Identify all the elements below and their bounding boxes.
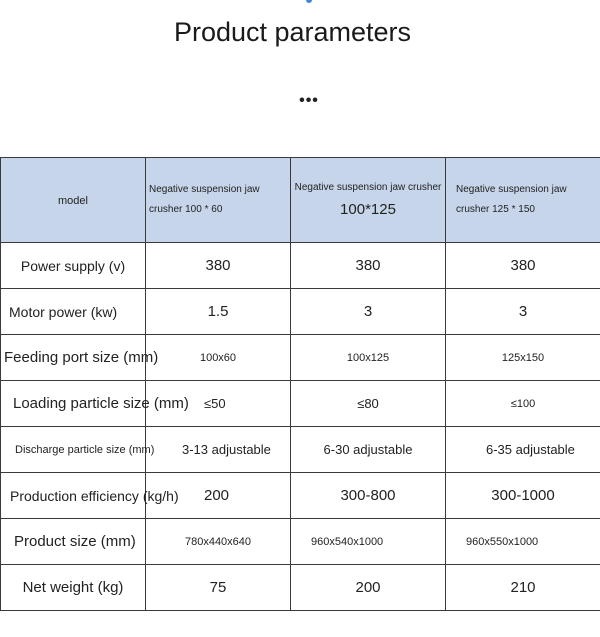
cell: 200 <box>146 473 291 519</box>
cell: 125x150 <box>446 335 600 381</box>
cell: 3 <box>291 289 446 335</box>
header-model: model <box>1 158 146 243</box>
page-title: Product parameters <box>173 17 412 47</box>
cell: 6-30 adjustable <box>291 427 446 473</box>
row-label: Discharge particle size (mm) <box>15 443 155 456</box>
cell: 75 <box>146 565 291 611</box>
table-row <box>1 519 600 565</box>
cell: 960x540x1000 <box>291 519 446 565</box>
cell: 300-800 <box>291 473 446 519</box>
row-label: Production efficiency (kg/h) <box>10 487 179 504</box>
row-label: Loading particle size (mm) <box>13 395 189 412</box>
cell: 380 <box>146 243 291 289</box>
cell: 210 <box>446 565 600 611</box>
table-row <box>1 473 600 519</box>
parameters-table <box>0 157 600 611</box>
table-row <box>1 381 600 427</box>
row-label: Motor power (kw) <box>9 303 118 320</box>
table-row <box>1 335 600 381</box>
table-header-row <box>1 158 600 243</box>
header-col1: Negative suspension jaw crusher 100 * 60 <box>146 158 291 243</box>
cell: 100x60 <box>146 335 291 381</box>
header-col3: Negative suspension jaw crusher 125 * 150 <box>446 158 600 243</box>
top-indicator <box>306 0 312 3</box>
cell: 6-35 adjustable <box>446 427 600 473</box>
table-row <box>1 565 600 611</box>
cell: ≤80 <box>291 381 446 427</box>
cell: ≤100 <box>446 381 600 427</box>
row-label: Product size (mm) <box>14 533 136 550</box>
cell: 380 <box>291 243 446 289</box>
cell: 780x440x640 <box>146 519 291 565</box>
header-col2: Negative suspension jaw crusher 100*125 <box>291 158 446 243</box>
row-label: Feeding port size (mm) <box>4 349 159 366</box>
cell: 1.5 <box>146 289 291 335</box>
cell: 300-1000 <box>446 473 600 519</box>
row-label: Power supply (v) <box>20 257 126 274</box>
table-row <box>1 427 600 473</box>
table-row <box>1 289 600 335</box>
cell: 3-13 adjustable <box>146 427 291 473</box>
row-label: Net weight (kg) <box>22 579 124 596</box>
cell: 380 <box>446 243 600 289</box>
cell: 100x125 <box>291 335 446 381</box>
cell: 3 <box>446 289 600 335</box>
cell: 200 <box>291 565 446 611</box>
cell: ≤50 <box>146 381 291 427</box>
more-icon[interactable]: ••• <box>299 92 319 109</box>
table-row <box>1 243 600 289</box>
cell: 960x550x1000 <box>446 519 600 565</box>
